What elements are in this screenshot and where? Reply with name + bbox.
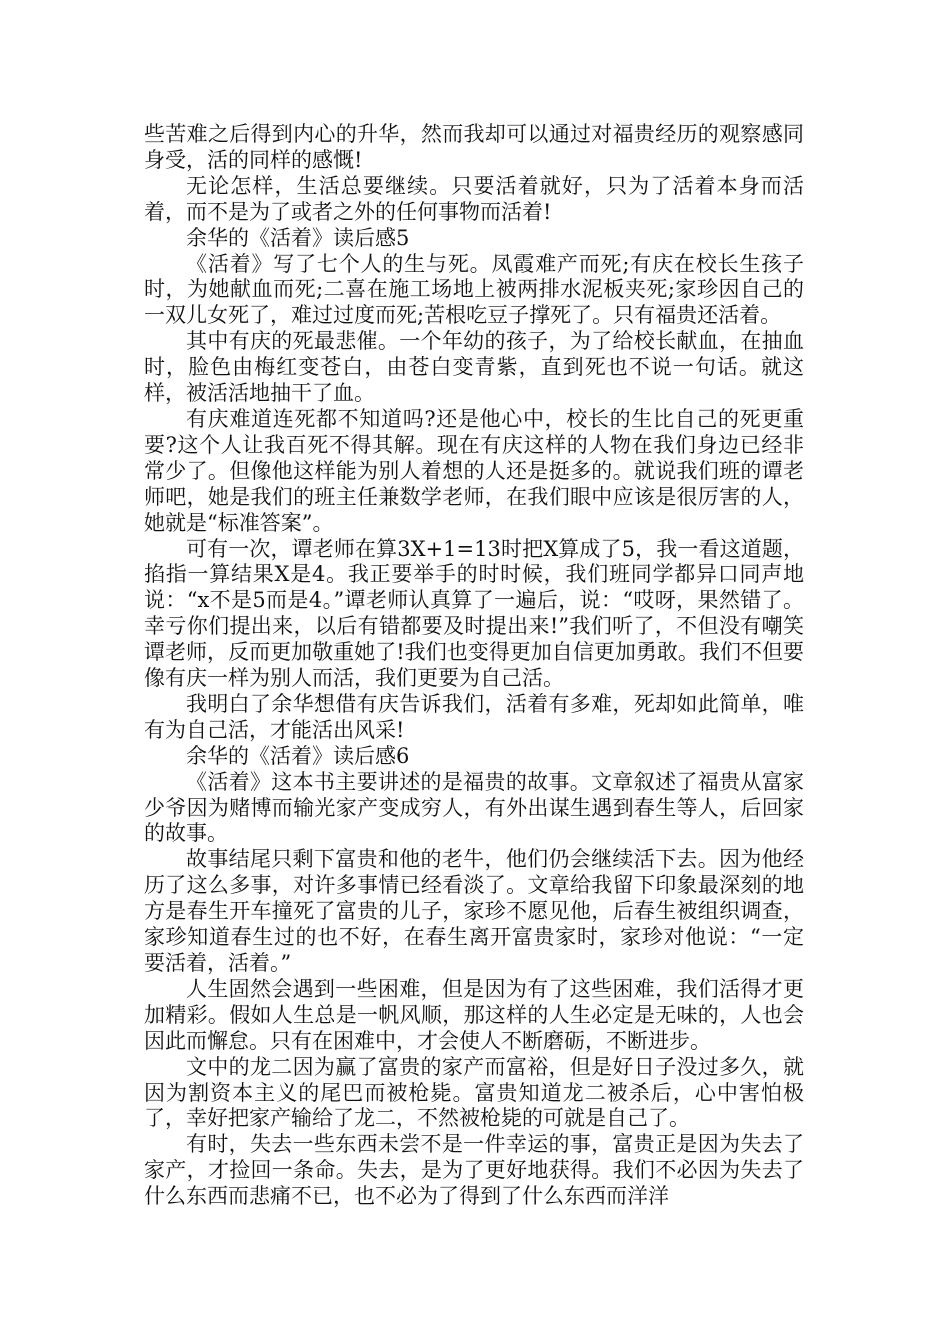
paragraph-7: 我明白了余华想借有庆告诉我们，活着有多难，死却如此简单，唯有为自己活，才能活出风采! xyxy=(144,691,804,742)
paragraph-6: 可有一次，谭老师在算3X+1=13时把X算成了5，我一看这道题，掐指一算结果X是4。我正要举手的时时候，我们班同学都异口同声地说：“x不是5而是4。”谭老师认真算了一遍后，说：“哎呀，果然错了。幸亏你们提出来，以后有错都要及时提出来!”我们听了，不但没有嘲笑谭老师，反而更加敬重她了!我们也变得更加自信更加勇敢。我们不但要像有庆一样为别人而活，我们更要为自己活。 xyxy=(144,536,804,691)
document-page xyxy=(144,122,804,1210)
paragraph-8: 《活着》这本书主要讲述的是福贵的故事。文章叙述了福贵从富家少爷因为赌博而输光家产变成穷人，有外出谋生遇到春生等人，后回家的故事。 xyxy=(144,769,804,846)
paragraph-10: 人生固然会遇到一些困难，但是因为有了这些困难，我们活得才更加精彩。假如人生总是一帆风顺，那这样的人生必定是无味的，人也会因此而懈怠。只有在困难中，才会使人不断磨砺，不断进步。 xyxy=(144,976,804,1053)
paragraph-5: 有庆难道连死都不知道吗?还是他心中，校长的生比自己的死更重要?这个人让我百死不得其解。现在有庆这样的人物在我们身边已经非常少了。但像他这样能为别人着想的人还是挺多的。就说我们班的谭老师吧，她是我们的班主任兼数学老师，在我们眼中应该是很厉害的人，她就是“标准答案”。 xyxy=(144,406,804,535)
section-heading-5: 余华的《活着》读后感5 xyxy=(186,225,410,250)
paragraph-12: 有时，失去一些东西未尝不是一件幸运的事，富贵正是因为失去了家产，才捡回一条命。失去，是为了更好地获得。我们不必因为失去了什么东西而悲痛不已，也不必为了得到了什么东西而洋洋 xyxy=(144,1132,804,1209)
section-heading-6: 余华的《活着》读后感6 xyxy=(186,743,410,768)
paragraph-4: 其中有庆的死最悲催。一个年幼的孩子，为了给校长献血，在抽血时，脸色由梅红变苍白，由苍白变青紫，直到死也不说一句话。就这样，被活活地抽干了血。 xyxy=(144,329,804,406)
paragraph-9: 故事结尾只剩下富贵和他的老牛，他们仍会继续活下去。因为他经历了这么多事，对许多事情已经看淡了。文章给我留下印象最深刻的地方是春生开车撞死了富贵的儿子，家珍不愿见他，后春生被组织调查，家珍知道春生过的也不好，在春生离开富贵家时，家珍对他说：“一定要活着，活着。” xyxy=(144,847,804,975)
paragraph-1: 些苦难之后得到内心的升华，然而我却可以通过对福贵经历的观察感同身受，活的同样的感慨! xyxy=(144,122,804,172)
paragraph-3: 《活着》写了七个人的生与死。凤霞难产而死;有庆在校长生孩子时，为她献血而死;二喜在施工场地上被两排水泥板夹死;家珍因自己的一双儿女死了，难过过度而死;苦根吃豆子撑死了。只有福贵还活着。 xyxy=(144,251,804,328)
paragraph-2: 无论怎样，生活总要继续。只要活着就好，只为了活着本身而活着，而不是为了或者之外的任何事物而活着! xyxy=(144,173,804,224)
paragraph-11: 文中的龙二因为赢了富贵的家产而富裕，但是好日子没过多久，就因为割资本主义的尾巴而被枪毙。富贵知道龙二被杀后，心中害怕极了，幸好把家产输给了龙二，不然被枪毙的可就是自己了。 xyxy=(144,1054,804,1131)
